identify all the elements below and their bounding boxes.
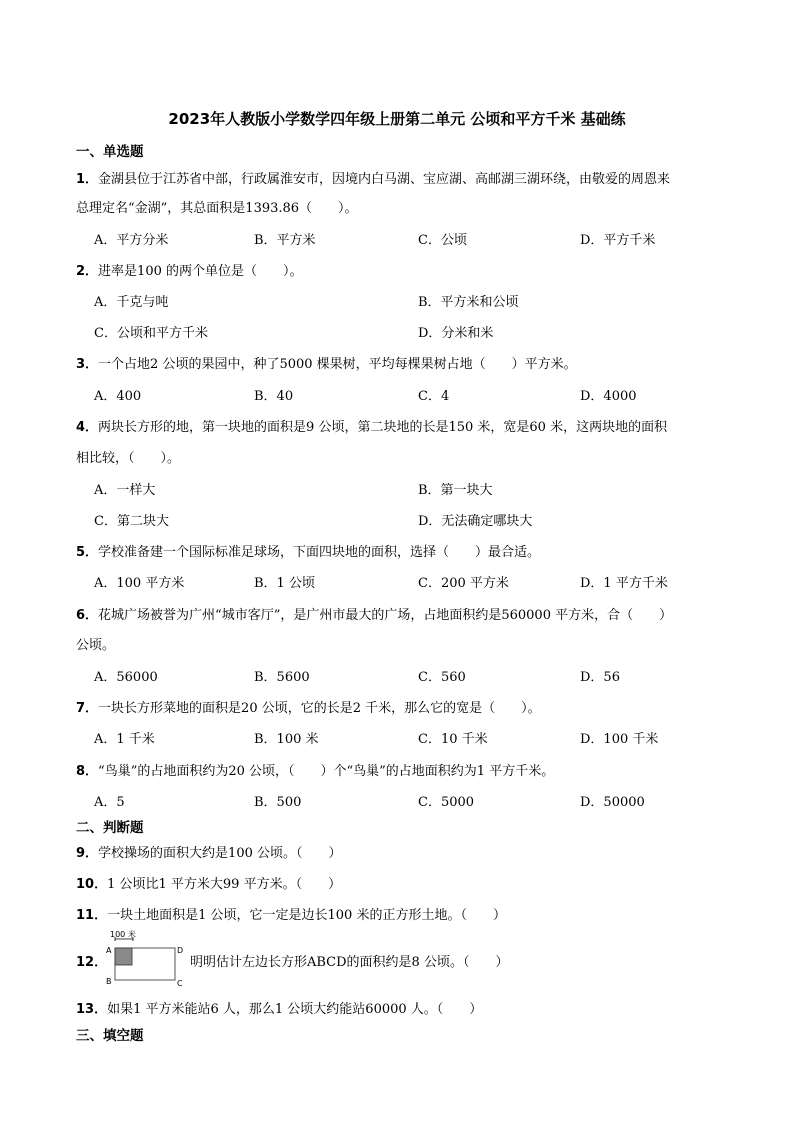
- question-6-line-1: [76, 604, 672, 623]
- question-number: 9．: [76, 846, 99, 861]
- question-text: 金湖县位于江苏省中部，行政属淮安市，因境内白马湖、宝应湖、高邮湖三湖环绕，由敬爱的周恩来: [98, 172, 671, 187]
- option-a[interactable]: A．400: [94, 389, 142, 404]
- question-text: “鸟巢”的占地面积约为20 公顷，（ ）个“鸟巢”的占地面积约为1 平方千米。: [98, 764, 555, 779]
- option-d[interactable]: D．4000: [580, 389, 637, 404]
- question-13-line-1: [76, 998, 482, 1017]
- option-d[interactable]: D．分米和米: [418, 326, 494, 341]
- question-2-line-1: [76, 260, 303, 279]
- question-text: 1 公顷比1 平方米大99 平方米。（ ）: [107, 877, 342, 892]
- question-6-line-2: 公顷。: [76, 638, 116, 653]
- question-text: 进率是100 的两个单位是（ ）。: [98, 264, 303, 279]
- question-number: 11．: [76, 908, 108, 923]
- question-number: 10．: [76, 877, 108, 892]
- option-b[interactable]: B．平方米和公顷: [418, 295, 519, 310]
- question-text: 学校准备建一个国际标准足球场，下面四块地的面积，选择（ ）最合适。: [98, 545, 541, 560]
- section-heading-fill-blank: 三、填空题: [76, 1028, 144, 1044]
- option-d[interactable]: D．1 平方千米: [580, 576, 668, 591]
- question-7-line-1: [76, 697, 541, 716]
- option-b[interactable]: B．500: [254, 795, 302, 810]
- question-number: 4．: [76, 420, 99, 435]
- question-1-line-1: [76, 168, 670, 187]
- option-a[interactable]: A．100 平方米: [94, 576, 185, 591]
- question-12-text: 明明估计左边长方形ABCD的面积约是8 公顷。（ ）: [190, 955, 509, 970]
- option-d[interactable]: D．平方千米: [580, 233, 656, 248]
- question-text: 一个占地2 公顷的果园中，种了5000 棵果树，平均每棵果树占地（ ）平方米。: [98, 357, 577, 372]
- vertex-a-label: A: [106, 946, 112, 955]
- option-a[interactable]: A．1 千米: [94, 732, 155, 747]
- question-9-line-1: [76, 842, 342, 861]
- question-8-line-1: [76, 760, 554, 779]
- option-a[interactable]: A．千克与吨: [94, 295, 169, 310]
- vertex-c-label: C: [177, 979, 183, 988]
- question-number: 7．: [76, 701, 99, 716]
- question-4-line-2: 相比较，（ ）。: [76, 451, 181, 466]
- question-number: 8．: [76, 764, 99, 779]
- unit-square: [115, 948, 132, 965]
- option-c[interactable]: C．560: [418, 670, 466, 685]
- vertex-b-label: B: [106, 977, 112, 986]
- option-c[interactable]: C．10 千米: [418, 732, 488, 747]
- section-heading-single-choice: 一、单选题: [76, 144, 144, 160]
- option-c[interactable]: C．公顷和平方千米: [94, 326, 208, 341]
- question-number: 5．: [76, 545, 99, 560]
- question-text: 如果1 平方米能站6 人，那么1 公顷大约能站60000 人。（ ）: [107, 1002, 483, 1017]
- question-number: 6．: [76, 608, 99, 623]
- question-text: 花城广场被誉为广州“城市客厅”，是广州市最大的广场，占地面积约是560000 平方米，合（ ）: [98, 608, 673, 623]
- option-b[interactable]: B．100 米: [254, 732, 319, 747]
- question-10-line-1: [76, 873, 341, 892]
- question-12-number: 12．: [76, 955, 108, 970]
- question-text: 两块长方形的地，第一块地的面积是9 公顷，第二块地的长是150 米，宽是60 米，这两块地的面积: [98, 420, 668, 435]
- option-b[interactable]: B．第一块大: [418, 483, 493, 498]
- option-c[interactable]: C．4: [418, 389, 450, 404]
- question-text: 学校操场的面积大约是100 公顷。（ ）: [98, 846, 342, 861]
- option-b[interactable]: B．1 公顷: [254, 576, 315, 591]
- question-1-line-2: 总理定名“金湖”，其总面积是1393.86（ ）。: [76, 201, 358, 216]
- option-a[interactable]: A．56000: [94, 670, 158, 685]
- question-text: 一块土地面积是1 公顷，它一定是边长100 米的正方形土地。（ ）: [107, 908, 506, 923]
- option-d[interactable]: D．100 千米: [580, 732, 659, 747]
- question-text: 一块长方形菜地的面积是20 公顷，它的长是2 千米，那么它的宽是（ ）。: [98, 701, 541, 716]
- option-c[interactable]: C．200 平方米: [418, 576, 509, 591]
- dimension-label: 100 米: [110, 930, 136, 939]
- option-d[interactable]: D．50000: [580, 795, 645, 810]
- question-number: 1．: [76, 172, 99, 187]
- question-3-line-1: [76, 353, 577, 372]
- option-c[interactable]: C．公顷: [418, 233, 467, 248]
- option-a[interactable]: A．5: [94, 795, 125, 810]
- option-b[interactable]: B．5600: [254, 670, 310, 685]
- vertex-d-label: D: [177, 946, 184, 955]
- question-number: 2．: [76, 264, 99, 279]
- option-c[interactable]: C．第二块大: [94, 514, 169, 529]
- option-a[interactable]: A．一样大: [94, 483, 156, 498]
- section-heading-true-false: 二、判断题: [76, 820, 144, 836]
- question-11-line-1: [76, 904, 506, 923]
- option-d[interactable]: D．无法确定哪块大: [418, 514, 533, 529]
- option-a[interactable]: A．平方分米: [94, 233, 169, 248]
- page-title: 2023年人教版小学数学四年级上册第二单元 公顷和平方千米 基础练: [168, 110, 626, 128]
- option-d[interactable]: D．56: [580, 670, 620, 685]
- rectangle-abcd-figure: [104, 928, 184, 988]
- option-b[interactable]: B．平方米: [254, 233, 316, 248]
- question-5-line-1: [76, 541, 540, 560]
- question-4-line-1: [76, 416, 667, 435]
- question-number: 13．: [76, 1002, 108, 1017]
- option-b[interactable]: B．40: [254, 389, 294, 404]
- option-c[interactable]: C．5000: [418, 795, 475, 810]
- question-number: 3．: [76, 357, 99, 372]
